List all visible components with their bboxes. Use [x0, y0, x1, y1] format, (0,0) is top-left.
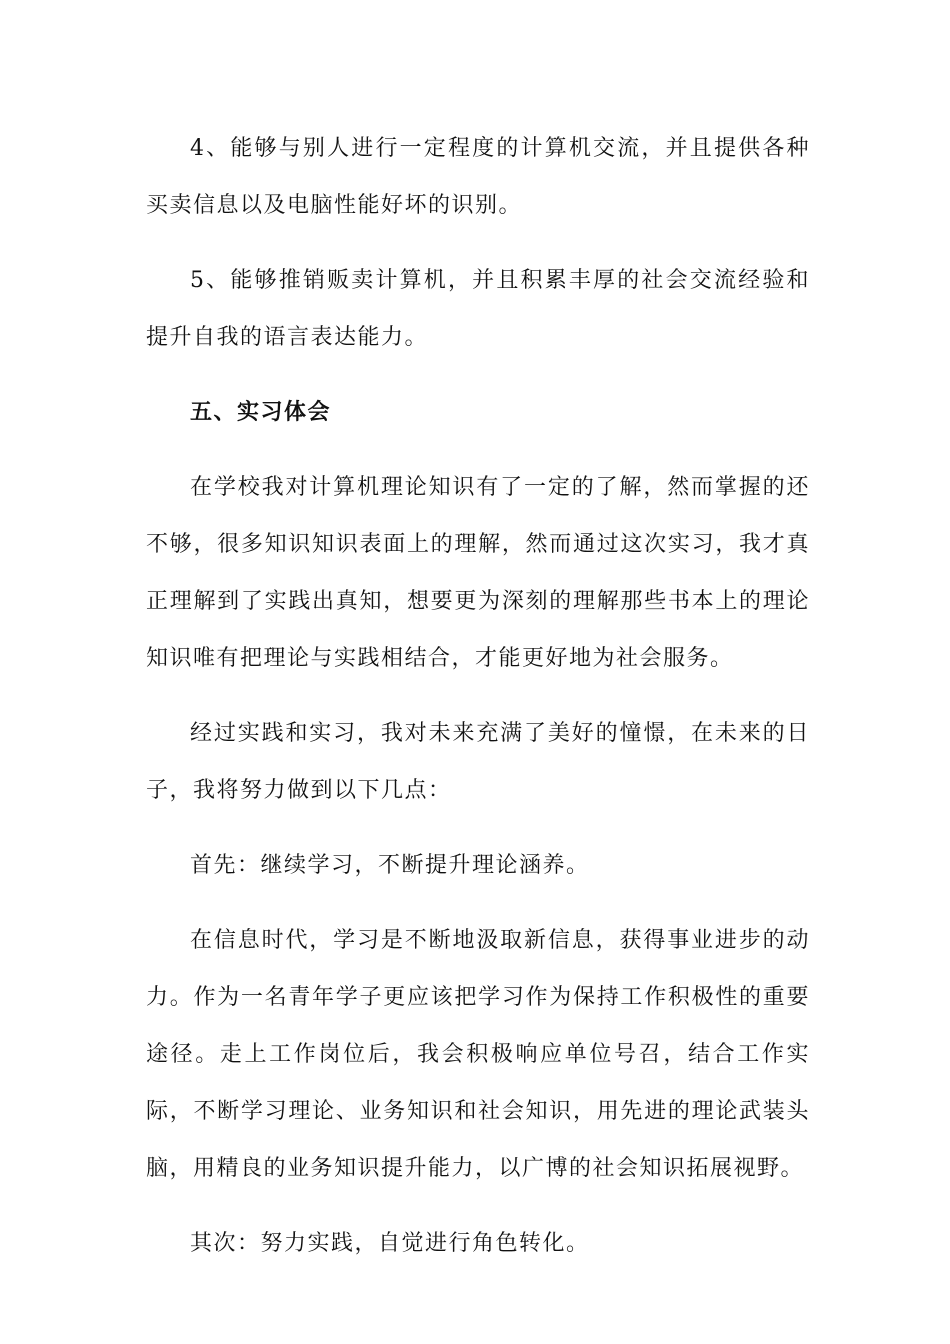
paragraph-school-learning: 在学校我对计算机理论知识有了一定的了解，然而掌握的还不够，很多知识知识表面上的理解，然而通过这次实习，我才真正理解到了实践出真知，想要更为深刻的理解那些书本上的理论知识唯有把理论与实践相结合，才能更好地为社会服务。	[146, 475, 810, 671]
paragraph-item-4: 4、能够与别人进行一定程度的计算机交流，并且提供各种买卖信息以及电脑性能好坏的识别。	[146, 136, 810, 218]
paragraph-item-5: 5、能够推销贩卖计算机，并且积累丰厚的社会交流经验和提升自我的语言表达能力。	[146, 268, 810, 350]
paragraph-first-point: 首先：继续学习，不断提升理论涵养。	[190, 853, 590, 878]
paragraph-second-point: 其次：努力实践，自觉进行角色转化。	[190, 1231, 590, 1256]
paragraph-information-age: 在信息时代，学习是不断地汲取新信息，获得事业进步的动力。作为一名青年学子更应该把学习作为保持工作积极性的重要途径。走上工作岗位后，我会积极响应单位号召，结合工作实际，不断学习理论、业务知识和社会知识，用先进的理论武装头脑，用精良的业务知识提升能力，以广博的社会知识拓展视野。	[146, 928, 810, 1181]
paragraph-future-plans: 经过实践和实习，我对未来充满了美好的憧憬，在未来的日子，我将努力做到以下几点：	[146, 721, 810, 803]
section-heading: 五、实习体会	[190, 400, 332, 425]
